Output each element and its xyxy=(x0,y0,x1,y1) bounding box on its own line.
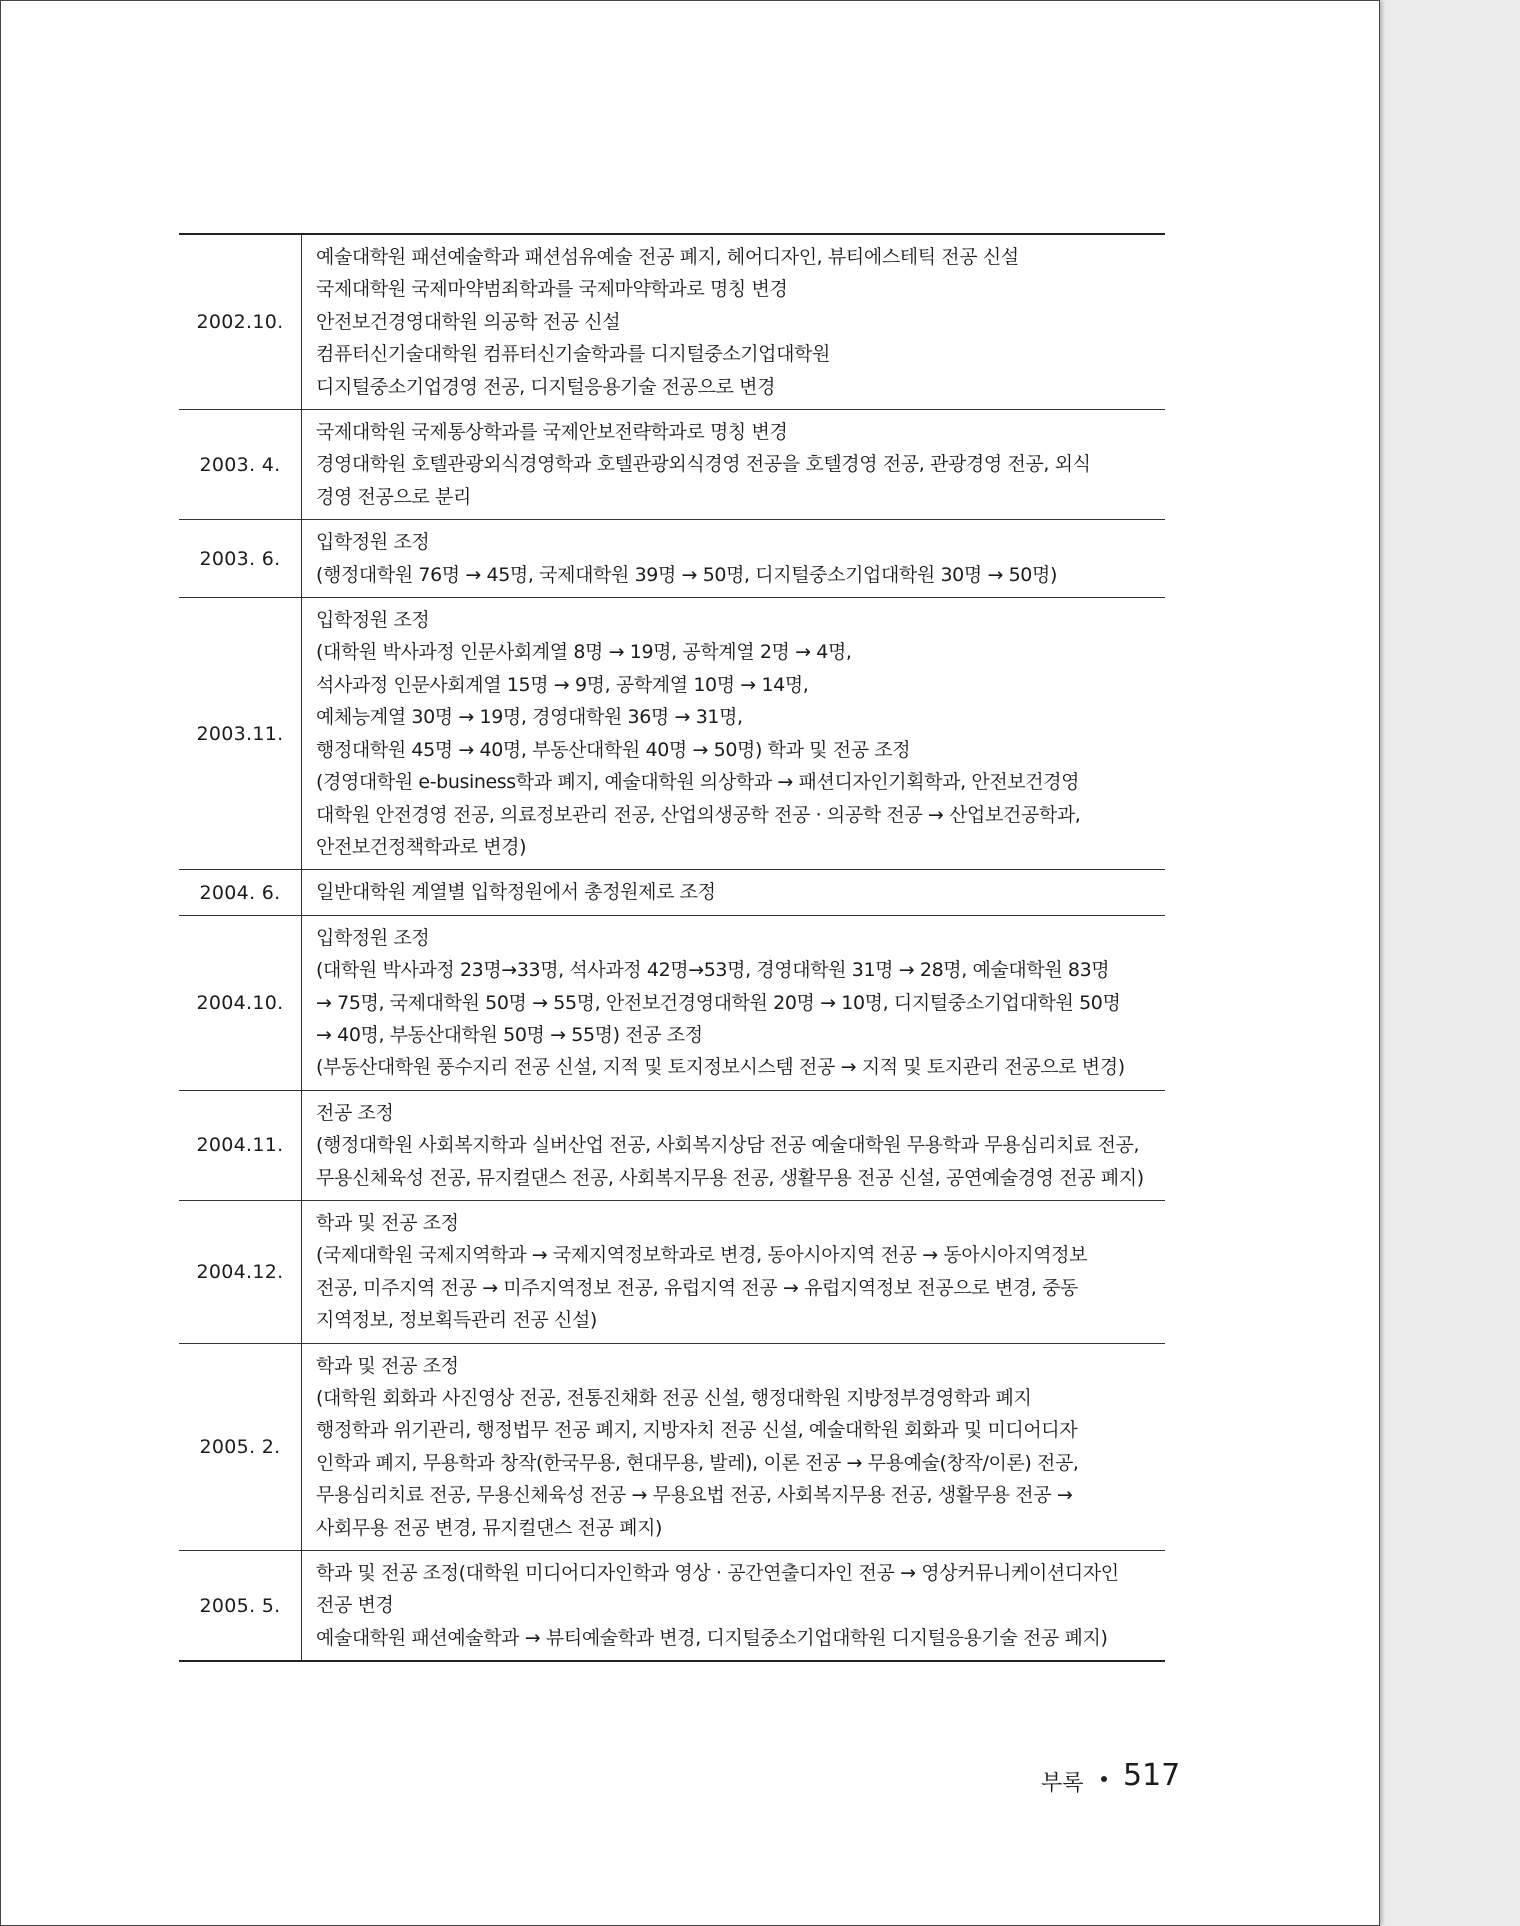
entry-content xyxy=(302,234,1166,410)
entry-line: 지역정보, 정보획득관리 전공 신설) xyxy=(316,1309,597,1332)
entry-date: 2005. 5. xyxy=(179,1551,302,1662)
entry-line: 전공 조정 xyxy=(316,1101,394,1124)
entry-line: (대학원 회화과 사진영상 전공, 전통진채화 전공 신설, 행정대학원 지방정부경영학과 폐지 xyxy=(316,1387,1032,1409)
appendix-label: 부록 xyxy=(1041,1771,1084,1796)
history-table xyxy=(179,233,1165,1662)
entry-line: 학과 및 전공 조정 xyxy=(316,1354,459,1377)
table-row xyxy=(179,520,1165,598)
entry-content xyxy=(302,410,1166,520)
entry-content xyxy=(302,1090,1166,1200)
entry-line: 입학정원 조정 xyxy=(316,609,430,632)
entry-line: 행정대학원 45명 → 40명, 부동산대학원 40명 → 50명) 학과 및 전공 조정 xyxy=(316,738,911,761)
entry-content xyxy=(302,598,1166,870)
entry-line: (국제대학원 국제지역학과 → 국제지역정보학과로 변경, 동아시아지역 전공 → 동아시아지역정보 xyxy=(316,1244,1088,1267)
entry-line: (부동산대학원 풍수지리 전공 신설, 지적 및 토지정보시스템 전공 → 지적 및 토지관리 전공으로 변경) xyxy=(316,1056,1125,1079)
table-row xyxy=(179,1090,1165,1200)
entry-line: 무용심리치료 전공, 무용신체육성 전공 → 무용요법 전공, 사회복지무용 전공, 생활무용 전공 → xyxy=(316,1484,1073,1507)
entry-line: 예술대학원 패션예술학과 패션섬유예술 전공 폐지, 헤어디자인, 뷰티에스테틱 전공 신설 xyxy=(316,246,1019,268)
entry-line: 입학정원 조정 xyxy=(316,531,430,554)
entry-content xyxy=(302,915,1166,1090)
entry-line: 석사과정 인문사회계열 15명 → 9명, 공학계열 10명 → 14명, xyxy=(316,673,809,696)
entry-line: (대학원 박사과정 23명→33명, 석사과정 42명→53명, 경영대학원 31명 → 28명, 예술대학원 83명 xyxy=(316,959,1110,982)
entry-date: 2002.10. xyxy=(179,234,302,410)
entry-date: 2004. 6. xyxy=(179,870,302,915)
entry-date: 2003. 6. xyxy=(179,520,302,598)
bullet-separator xyxy=(1101,1776,1107,1782)
entry-date: 2003. 4. xyxy=(179,410,302,520)
entry-line: (행정대학원 사회복지학과 실버산업 전공, 사회복지상담 전공 예술대학원 무용학과 무용심리치료 전공, xyxy=(316,1134,1140,1157)
entry-line: 입학정원 조정 xyxy=(316,926,430,949)
entry-line: 안전보건경영대학원 의공학 전공 신설 xyxy=(316,310,621,333)
entry-content xyxy=(302,1343,1166,1550)
entry-date: 2004.11. xyxy=(179,1090,302,1200)
table-row xyxy=(179,915,1165,1090)
entry-line: 인학과 폐지, 무용학과 창작(한국무용, 현대무용, 발레), 이론 전공 → 무용예술(창작/이론) 전공, xyxy=(316,1451,1079,1474)
table-row xyxy=(179,598,1165,870)
entry-content xyxy=(302,870,1166,915)
entry-line: 컴퓨터신기술대학원 컴퓨터신기술학과를 디지털중소기업대학원 xyxy=(316,343,830,366)
entry-line: 일반대학원 계열별 입학정원에서 총정원제로 조정 xyxy=(316,881,716,904)
entry-line: (행정대학원 76명 → 45명, 국제대학원 39명 → 50명, 디지털중소기업대학원 30명 → 50명) xyxy=(316,563,1057,586)
entry-line: 국제대학원 국제마약범죄학과를 국제마약학과로 명칭 변경 xyxy=(316,278,788,301)
entry-date: 2003.11. xyxy=(179,598,302,870)
entry-date: 2005. 2. xyxy=(179,1343,302,1550)
table-row xyxy=(179,1551,1165,1662)
entry-line: → 75명, 국제대학원 50명 → 55명, 안전보건경영대학원 20명 → 10명, 디지털중소기업대학원 50명 xyxy=(316,991,1121,1014)
entry-line: 대학원 안전경영 전공, 의료정보관리 전공, 산업의생공학 전공 · 의공학 전공 → 산업보건공학과, xyxy=(316,803,1081,826)
entry-line: → 40명, 부동산대학원 50명 → 55명) 전공 조정 xyxy=(316,1023,703,1046)
entry-line: 국제대학원 국제통상학과를 국제안보전략학과로 명칭 변경 xyxy=(316,421,788,444)
entry-line: (경영대학원 e-business학과 폐지, 예술대학원 의상학과 → 패션디자인기획학과, 안전보건경영 xyxy=(316,771,1080,794)
entry-line: 학과 및 전공 조정 xyxy=(316,1211,459,1234)
entry-line: 사회무용 전공 변경, 뮤지컬댄스 전공 폐지) xyxy=(316,1516,663,1539)
entry-line: 무용신체육성 전공, 뮤지컬댄스 전공, 사회복지무용 전공, 생활무용 전공 신설, 공연예술경영 전공 폐지) xyxy=(316,1166,1144,1189)
page-footer xyxy=(1041,1758,1181,1798)
table-row xyxy=(179,1200,1165,1343)
entry-date: 2004.10. xyxy=(179,915,302,1090)
entry-line: 전공 변경 xyxy=(316,1594,394,1617)
entry-line: 경영 전공으로 분리 xyxy=(316,485,471,508)
entry-line: 디지털중소기업경영 전공, 디지털응용기술 전공으로 변경 xyxy=(316,375,776,398)
entry-line: 학과 및 전공 조정(대학원 미디어디자인학과 영상 · 공간연출디자인 전공 → 영상커뮤니케이션디자인 xyxy=(316,1562,1119,1585)
entry-line: (대학원 박사과정 인문사회계열 8명 → 19명, 공학계열 2명 → 4명, xyxy=(316,641,852,664)
entry-line: 전공, 미주지역 전공 → 미주지역정보 전공, 유럽지역 전공 → 유럽지역정보 전공으로 변경, 중동 xyxy=(316,1276,1078,1299)
entry-line: 행정학과 위기관리, 행정법무 전공 폐지, 지방자치 전공 신설, 예술대학원 회화과 및 미디어디자 xyxy=(316,1419,1078,1442)
entry-line: 예체능계열 30명 → 19명, 경영대학원 36명 → 31명, xyxy=(316,706,743,729)
entry-line: 안전보건정책학과로 변경) xyxy=(316,835,527,858)
page-number: 517 xyxy=(1123,1758,1181,1793)
entry-content xyxy=(302,1200,1166,1343)
entry-date: 2004.12. xyxy=(179,1200,302,1343)
table-row xyxy=(179,1343,1165,1550)
entry-line: 경영대학원 호텔관광외식경영학과 호텔관광외식경영 전공을 호텔경영 전공, 관광경영 전공, 외식 xyxy=(316,453,1091,476)
entry-line: 예술대학원 패션예술학과 → 뷰티예술학과 변경, 디지털중소기업대학원 디지털응용기술 전공 폐지) xyxy=(316,1626,1108,1649)
table-row xyxy=(179,410,1165,520)
entry-content xyxy=(302,520,1166,598)
entry-content xyxy=(302,1551,1166,1662)
table-row xyxy=(179,870,1165,915)
table-row xyxy=(179,234,1165,410)
